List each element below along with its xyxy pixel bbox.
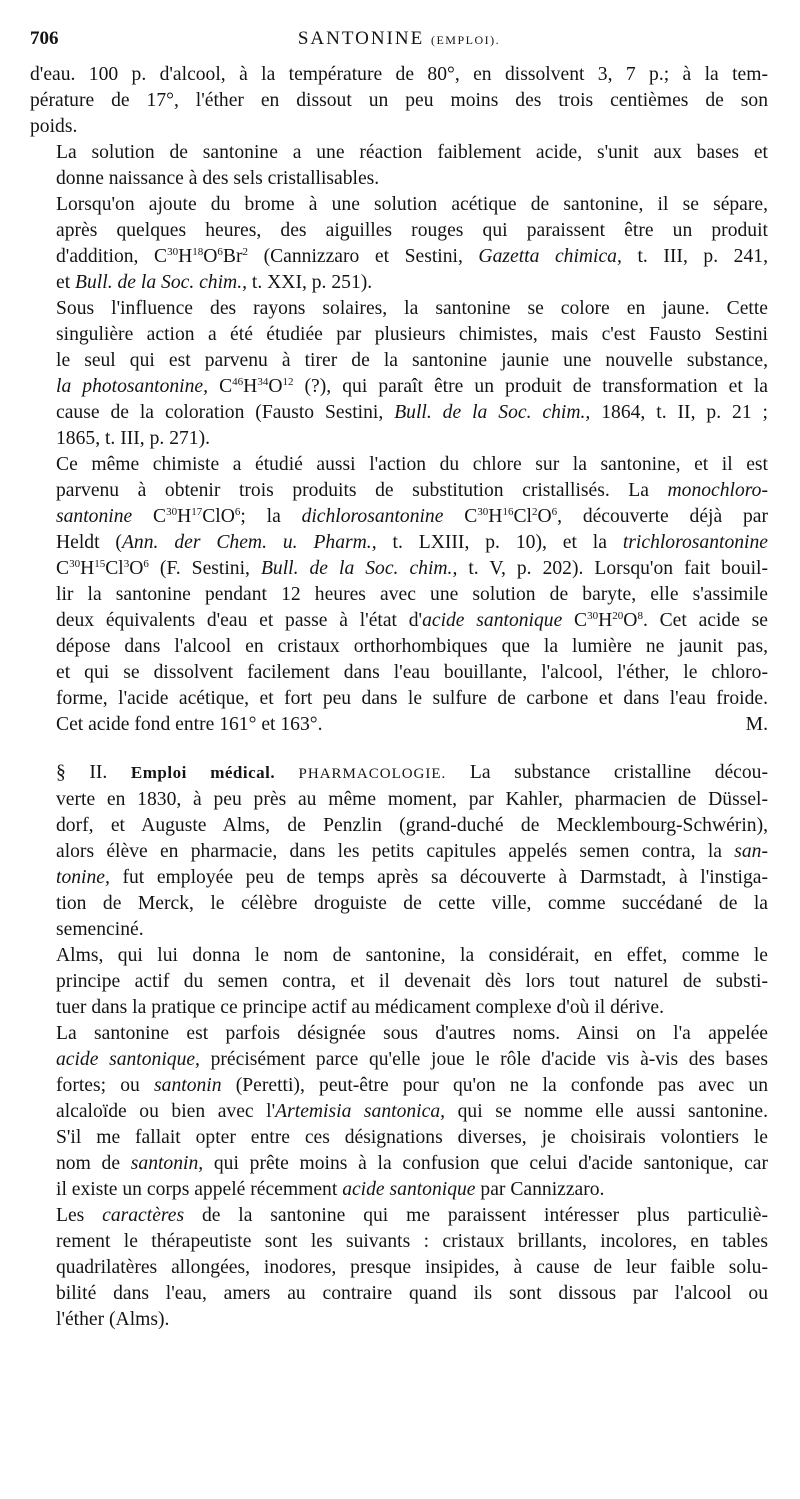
text: Les <box>56 1205 103 1226</box>
text: t. XXI, p. 251). <box>247 272 373 293</box>
text: ClO <box>202 506 235 527</box>
subscript: 6 <box>551 506 558 518</box>
text: de la santonine qui me paraissent intéresser plus particuliè- <box>184 1205 768 1226</box>
subscript: 8 <box>637 610 643 622</box>
text: (Peretti), peut-être pour qu'on ne la confonde pas avec un <box>221 1075 768 1096</box>
text: H <box>488 506 503 527</box>
text: C <box>56 558 70 579</box>
running-header <box>30 28 768 62</box>
text: C <box>208 376 233 397</box>
text-line <box>30 1047 768 1073</box>
text-line <box>30 608 768 634</box>
text: H <box>177 506 192 527</box>
section-gap <box>30 738 768 760</box>
page-number: 706 <box>30 28 59 49</box>
italic-term: santonin, <box>130 1153 204 1174</box>
subscript: 3 <box>123 558 130 570</box>
subscript: 2 <box>531 506 538 518</box>
text-line <box>30 478 768 504</box>
citation-title: Bull. de la Soc. chim., <box>394 402 591 423</box>
paragraph-photosantonine <box>30 296 768 452</box>
text-line: rement le thérapeutiste sont les suivants : cristaux brillants, incolores, en tables <box>56 1231 768 1252</box>
text-line <box>30 400 768 426</box>
text: Cl <box>513 506 532 527</box>
page <box>30 28 768 1333</box>
paragraph-names <box>30 1021 768 1203</box>
text: H <box>80 558 95 579</box>
paragraph-acid-reaction <box>30 140 768 192</box>
text: O <box>203 246 218 267</box>
text-line <box>30 760 768 787</box>
text-line: l'éther (Alms). <box>56 1309 170 1330</box>
text: fortes; ou <box>56 1075 155 1096</box>
running-title <box>30 28 768 50</box>
author-signature: M. <box>745 714 768 735</box>
subscript: 30 <box>69 558 81 570</box>
subscript: 30 <box>477 506 489 518</box>
subscript: 34 <box>257 376 269 388</box>
italic-term: Artemisia santonica, <box>275 1101 446 1122</box>
subscript: 18 <box>192 246 204 258</box>
italic-term: santonine <box>56 506 133 527</box>
text-line: quadrilatères allongées, inodores, presque insipides, à cause de leur faible solu- <box>56 1257 768 1278</box>
text-line: après quelques heures, des aiguilles rouges qui paraissent être un produit <box>56 220 768 241</box>
italic-term: monochloro- <box>667 480 768 501</box>
text-line: poids. <box>30 116 78 137</box>
text-line: principe actif du semen contra, et il devenait dès lors tout naturel de substi- <box>56 971 768 992</box>
text-line: et qui se dissolvent facilement dans l'eau bouillante, l'alcool, l'éther, le chloro- <box>56 662 768 683</box>
text: il existe un corps appelé récemment <box>56 1179 343 1200</box>
text: cause de la coloration (Fausto Sestini, <box>56 402 395 423</box>
text: qui prête moins à la confusion que celui d'acide santonique, car <box>203 1153 769 1174</box>
text-line: Sous l'influence des rayons solaires, la santonine se colore en jaune. Cette <box>56 298 768 319</box>
subscript: 6 <box>234 506 241 518</box>
text: Br <box>222 246 243 267</box>
italic-term: acide santonique <box>342 1179 476 1200</box>
text: O <box>537 506 552 527</box>
text-line <box>30 865 768 891</box>
text: parvenu à obtenir trois produits de substitution cristallisés. La <box>56 480 668 501</box>
italic-term: acide santonique <box>422 610 563 631</box>
text-line <box>30 712 768 738</box>
text-line: Ce même chimiste a étudié aussi l'action du chlore sur la santonine, et il est <box>56 454 768 475</box>
header-subtitle: (EMPLOI). <box>430 33 501 47</box>
text-line: tuer dans la pratique ce principe actif au médicament complexe d'où il dérive. <box>56 997 664 1018</box>
text-line: forme, l'acide acétique, et fort peu dans le sulfure de carbone et dans l'eau froide. <box>56 688 768 709</box>
italic-term: caractères <box>102 1205 185 1226</box>
subscript: 2 <box>242 246 248 258</box>
paragraph-characters <box>30 1203 768 1333</box>
section-heading-paragraph <box>30 760 768 943</box>
text: La substance cristalline décou- <box>446 762 768 783</box>
text-line: le seul qui est parvenu à tirer de la santonine jaunie une nouvelle substance, <box>56 350 768 371</box>
subsection-title: PHARMACOLOGIE. <box>275 766 447 782</box>
subscript: 30 <box>166 506 178 518</box>
text-line <box>30 1203 768 1229</box>
italic-term: dichlorosantonine <box>301 506 444 527</box>
section-title: Emploi médical. <box>130 763 276 782</box>
body-text <box>30 62 768 1333</box>
text: qui se nomme elle aussi santonine. <box>445 1101 769 1122</box>
text-line: dorf, et Auguste Alms, de Penzlin (grand-duché de Mecklembourg-Schwérin), <box>56 815 768 836</box>
italic-term: santonin <box>154 1075 222 1096</box>
text: t. LXIII, p. 10), et la <box>376 532 623 553</box>
text-line: pérature de 17°, l'éther en dissout un peu moins des trois centièmes de son <box>30 90 768 111</box>
text: Heldt ( <box>56 532 122 553</box>
italic-term: tonine, <box>56 867 110 888</box>
subscript: 6 <box>143 558 149 570</box>
text: O <box>623 610 638 631</box>
text-line <box>30 1177 768 1203</box>
text: H <box>178 246 193 267</box>
text-line: semenciné. <box>56 919 144 940</box>
text: . Cet acide se <box>642 610 768 631</box>
text: alors élève en pharmacie, dans les petits capitules appelés semen contra, la <box>56 841 735 862</box>
citation-title: Gazetta chimica, <box>478 246 622 267</box>
italic-term: acide santonique, <box>56 1049 200 1070</box>
text: O <box>268 376 283 397</box>
text: par Cannizzaro. <box>475 1179 605 1200</box>
text: t. III, p. 241, <box>621 246 768 267</box>
text-line: La solution de santonine a une réaction faiblement acide, s'unit aux bases et <box>56 142 768 163</box>
text-line <box>30 1151 768 1177</box>
text-line: La santonine est parfois désignée sous d'autres noms. Ainsi on l'a appelée <box>56 1023 768 1044</box>
text: t. V, p. 202). Lorsqu'on fait bouil- <box>457 558 768 579</box>
text: , découverte déjà par <box>557 506 768 527</box>
text-line <box>30 1073 768 1099</box>
paragraph-continued <box>30 62 768 140</box>
text-line: bilité dans l'eau, amers au contraire quand ils sont dissous par l'alcool ou <box>56 1283 768 1304</box>
citation-title: Bull. de la Soc. chim., <box>75 272 247 293</box>
text-line <box>30 504 768 530</box>
text: précisément parce qu'elle joue le rôle d'acide vis à-vis des bases <box>199 1049 768 1070</box>
text-line: Lorsqu'on ajoute du brome à une solution acétique de santonine, il se sépare, <box>56 194 768 215</box>
text-line: 1865, t. III, p. 271). <box>56 428 211 449</box>
text-line <box>30 270 768 296</box>
text: deux équivalents d'eau et passe à l'état d' <box>56 610 423 631</box>
italic-term: la photosantonine, <box>56 376 209 397</box>
text: C <box>443 506 478 527</box>
citation-title: Ann. der Chem. u. Pharm., <box>121 532 377 553</box>
subscript: 30 <box>587 610 599 622</box>
text: O <box>129 558 144 579</box>
paragraph-alms <box>30 943 768 1021</box>
text: (?), qui paraît être un produit de transformation et la <box>293 376 768 397</box>
text-line <box>30 244 768 270</box>
text-line: Alms, qui lui donna le nom de santonine, la considérait, en effet, comme le <box>56 945 768 966</box>
subscript: 12 <box>282 376 294 388</box>
text: nom de <box>56 1153 131 1174</box>
italic-term: san- <box>734 841 768 862</box>
citation-title: Bull. de la Soc. chim., <box>260 558 458 579</box>
subscript: 46 <box>232 376 244 388</box>
text: H <box>598 610 613 631</box>
text-line: S'il me fallait opter entre ces désignations diverses, je choisirais volontiers le <box>56 1127 768 1148</box>
text-line <box>30 374 768 400</box>
text-line: lir la santonine pendant 12 heures avec une solution de baryte, elle s'assimile <box>56 584 768 605</box>
text: et <box>56 272 76 293</box>
text-line <box>30 1099 768 1125</box>
text-line: dépose dans l'alcool en cristaux orthorhombiques que la lumière ne jaunit pas, <box>56 636 768 657</box>
text: Cl <box>105 558 124 579</box>
paragraph-bromine <box>30 192 768 296</box>
subscript: 15 <box>94 558 106 570</box>
text-line: d'eau. 100 p. d'alcool, à la température de 80°, en dissolvent 3, 7 p.; à la tem- <box>30 64 768 85</box>
subscript: 20 <box>612 610 624 622</box>
subscript: 16 <box>502 506 514 518</box>
section-number: § II. <box>56 762 131 783</box>
text-line: verte en 1830, à peu près au même moment, par Kahler, pharmacien de Düssel- <box>56 789 768 810</box>
text: alcaloïde ou bien avec l' <box>56 1101 276 1122</box>
italic-term: trichlorosantonine <box>622 532 768 553</box>
text: (F. Sestini, <box>148 558 261 579</box>
header-title: SANTONINE <box>297 28 425 49</box>
subscript: 30 <box>167 246 179 258</box>
text: H <box>243 376 258 397</box>
text-line <box>30 556 768 582</box>
text: (Cannizzaro et Sestini, <box>248 246 479 267</box>
text: C <box>132 506 167 527</box>
text: fut employée peu de temps après sa découverte à Darmstadt, à l'instiga- <box>109 867 768 888</box>
text-line: donne naissance à des sels cristallisables. <box>56 168 380 189</box>
text: 1864, t. II, p. 21 ; <box>590 402 768 423</box>
text: C <box>562 610 588 631</box>
text-line <box>30 839 768 865</box>
paragraph-chlorine <box>30 452 768 738</box>
text: ; la <box>240 506 302 527</box>
text-line: tion de Merck, le célèbre droguiste de cette ville, comme succédané de la <box>56 893 768 914</box>
text: d'addition, C <box>56 246 168 267</box>
text-line: singulière action a été étudiée par plusieurs chimistes, mais c'est Fausto Sestini <box>56 324 768 345</box>
text: Cet acide fond entre 161° et 163°. <box>56 714 323 735</box>
subscript: 17 <box>191 506 203 518</box>
subscript: 6 <box>217 246 223 258</box>
text-line <box>30 530 768 556</box>
